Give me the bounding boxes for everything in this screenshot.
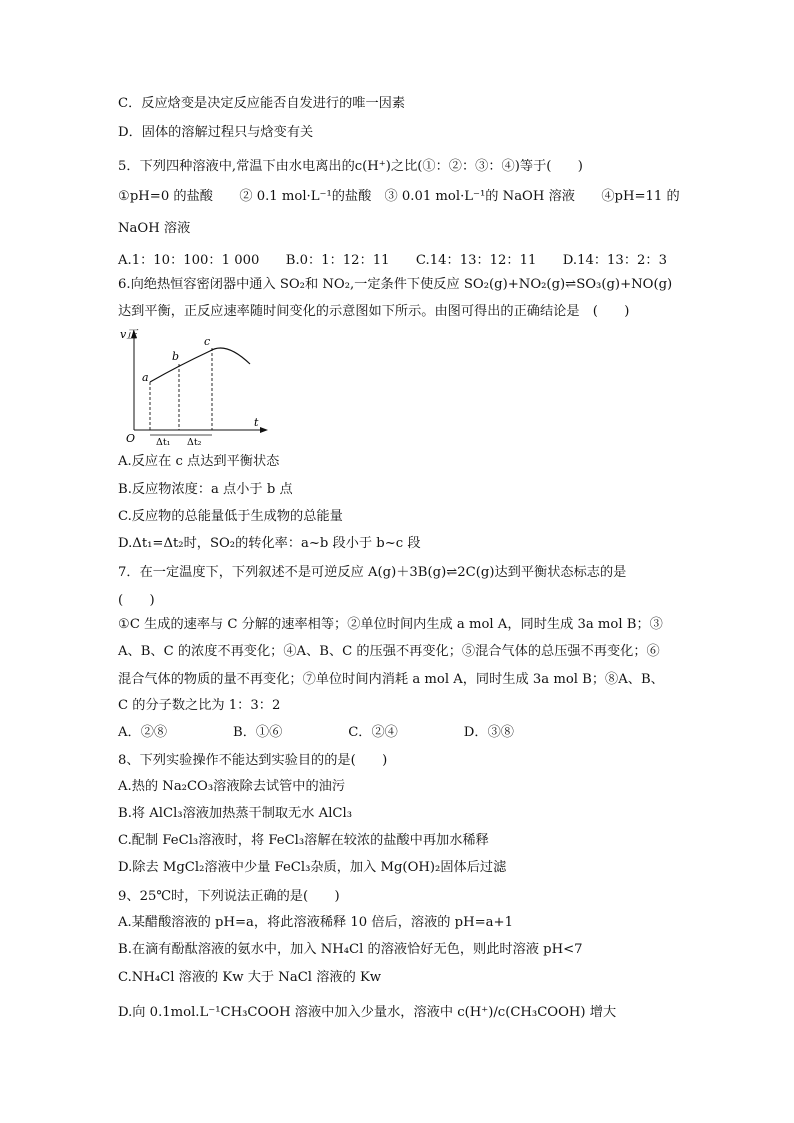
point-b-label: b [172, 350, 180, 363]
q6-option-b: B.反应物浓度：a 点小于 b 点 [118, 482, 293, 497]
q6-option-c: C.反应物的总能量低于生成物的总能量 [118, 509, 343, 524]
q9-stem: 9、25℃时，下列说法正确的是( ) [118, 889, 340, 904]
rate-time-figure [118, 326, 288, 446]
q9-option-c: C.NH₄Cl 溶液的 Kw 大于 NaCl 溶液的 Kw [118, 970, 382, 985]
q4-option-c: C．反应焓变是决定反应能否自发进行的唯一因素 [118, 96, 406, 111]
q7-options: A．②⑧ B．①⑥ C．②④ D．③⑧ [118, 725, 514, 740]
interval-2-label: Δt₂ [187, 437, 202, 446]
origin-label: O [126, 432, 136, 445]
q6-option-a: A.反应在 c 点达到平衡状态 [118, 454, 280, 469]
q7-stem-line1: 7．在一定温度下，下列叙述不是可逆反应 A(g)＋3B(g)⇌2C(g)达到平衡状态标志的是 [118, 565, 627, 580]
q7-conditions-line4: C 的分子数之比为 1：3：2 [118, 698, 281, 713]
q7-stem-line2: ( ) [118, 593, 155, 608]
q9-option-b: B.在滴有酚酞溶液的氨水中，加入 NH₄Cl 的溶液恰好无色，则此时溶液 pH<7 [118, 942, 583, 957]
x-axis-label: t [254, 416, 259, 429]
q5-stem: 5．下列四种溶液中,常温下由水电离出的c(H⁺)之比(①：②：③：④)等于( ) [118, 159, 583, 174]
q6-option-d: D.Δt₁=Δt₂时，SO₂的转化率：a~b 段小于 b~c 段 [118, 536, 421, 551]
q8-option-b: B.将 AlCl₃溶液加热蒸干制取无水 AlCl₃ [118, 806, 352, 821]
q7-conditions-line1: ①C 生成的速率与 C 分解的速率相等；②单位时间内生成 a mol A，同时生成 3a mol B；③ [118, 617, 663, 632]
q5-options: A.1：10：100：1 000 B.0：1：12：11 C.14：13：12：11 D.14：13：2：3 [118, 253, 667, 268]
y-axis-label: v正 [120, 328, 138, 341]
q8-option-d: D.除去 MgCl₂溶液中少量 FeCl₃杂质，加入 Mg(OH)₂固体后过滤 [118, 860, 507, 875]
point-c-label: c [204, 335, 211, 348]
q7-conditions-line3: 混合气体的物质的量不再变化；⑦单位时间内消耗 a mol A，同时生成 3a mol B；⑧A、B、 [118, 672, 664, 687]
x-axis-arrow-icon [260, 427, 268, 433]
q5-solutions-line2: NaOH 溶液 [118, 221, 191, 236]
q4-option-d: D．固体的溶解过程只与焓变有关 [118, 125, 314, 140]
q6-stem-line1: 6.向绝热恒容密闭器中通入 SO₂和 NO₂,一定条件下使反应 SO₂(g)+NO₂(g)⇌SO₃(g)+NO(g) [118, 277, 673, 292]
q8-option-c: C.配制 FeCl₃溶液时，将 FeCl₃溶解在较浓的盐酸中再加水稀释 [118, 833, 489, 848]
q7-conditions-line2: A、B、C 的浓度不再变化；④A、B、C 的压强不再变化；⑤混合气体的总压强不再变化；⑥ [118, 644, 660, 659]
q9-option-d: D.向 0.1mol.L⁻¹CH₃COOH 溶液中加入少量水，溶液中 c(H⁺)/c(CH₃COOH) 增大 [118, 1005, 617, 1020]
q6-stem-line2: 达到平衡，正反应速率随时间变化的示意图如下所示。由图可得出的正确结论是 ( ) [118, 304, 630, 319]
q8-stem: 8、下列实验操作不能达到实验目的的是( ) [118, 753, 388, 768]
q8-option-a: A.热的 Na₂CO₃溶液除去试管中的油污 [118, 779, 346, 794]
interval-1-label: Δt₁ [156, 437, 171, 446]
q9-option-a: A.某醋酸溶液的 pH=a，将此溶液稀释 10 倍后，溶液的 pH=a+1 [118, 915, 513, 930]
q5-solutions-line1: ①pH=0 的盐酸 ② 0.1 mol·L⁻¹的盐酸 ③ 0.01 mol·L⁻¹的 NaOH 溶液 ④pH=11 的 [118, 189, 680, 204]
point-a-label: a [142, 371, 149, 384]
rate-curve [150, 348, 250, 382]
